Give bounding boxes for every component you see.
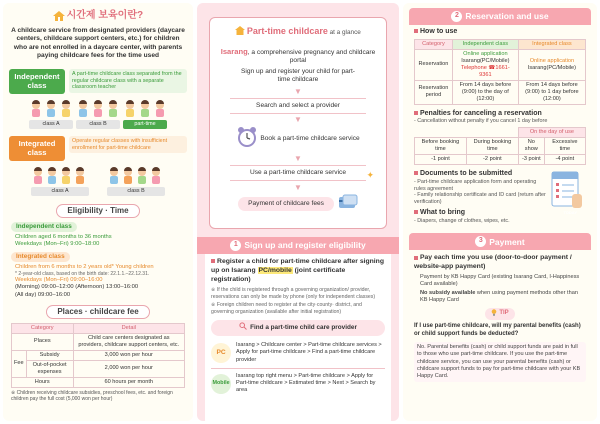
step1-body [205,254,391,421]
res-r1-ind-b: Isarang(PC/Mobile) [461,57,510,64]
class-a-group [29,99,73,129]
table-row [414,128,585,138]
pc-label: PC [211,343,231,363]
step2-title: Reservation and use [465,11,549,22]
bullet-icon [414,171,418,175]
independent-label: Independent class [9,69,65,94]
pay-1: Payment by KB Happy Card (existing Isarang Card, I-Happiness Card available) [419,273,580,287]
intro-title-box [3,10,193,23]
mobile-row [211,373,385,395]
hours-label: Hours [12,377,74,387]
register-line [211,258,385,284]
book-step: Book a part-time childcare service [260,134,360,142]
isarang-name: Isarang [220,46,248,56]
table-row [12,350,185,360]
step2-number: 2 [451,11,462,22]
docs-row [414,170,586,224]
fee-label: Fee [12,350,27,377]
part-time-group [123,99,167,129]
docs-2: - Family relationship certificate and ID card (return after verification) [413,192,546,206]
step2-body [409,25,591,227]
fees-h-detail: Detail [73,323,185,333]
howto-title [414,28,586,37]
table-row [414,49,585,80]
fees-title: Places · childcare fee [46,305,149,319]
house-icon [235,26,245,39]
table-row [414,39,585,49]
use-step: Use a part-time childcare service [230,165,366,181]
integrated-row [9,136,187,161]
tip-badge [485,308,514,321]
res-h-ind: Independent class [452,39,518,49]
step2-header [409,8,591,25]
table-row [12,360,185,377]
independent-row [9,69,187,94]
class-b-group [76,99,120,129]
tip-badge-box [414,308,586,321]
ind-elig-line1: Children aged 6 months to 36 months [15,234,112,241]
subsidy-value: 3,000 won per hour [73,350,185,360]
column-intro [3,3,193,421]
int-elig-note: * 2-year-old class, based on the birth date: 22.1.1.–22.12.31. [15,270,150,277]
signup-text: Sign up and register your child for part-time childcare [241,67,355,84]
penalties-title [414,110,586,119]
res-h-category: Category [414,39,452,49]
penalties-sub: - Cancellation without penalty if you cancel 1 day before [413,118,548,125]
column-reservation [403,3,597,421]
payment-step: Payment of childcare fees [238,197,334,211]
pen-v4: -4 point [544,155,585,165]
class-b-group [107,166,165,196]
res-r2-label: Reservation period [414,80,452,104]
res-r2-int: From 14 days before (9:00) to 1 day before (12:00) [518,80,585,104]
eligibility-body [11,222,185,299]
howto-text: How to use [419,28,458,35]
integrated-desc: Operate regular classes with insufficient enrollment for part-time childcare [69,136,187,154]
table-row [12,377,185,387]
docs-text: Documents to be submitted [419,170,513,178]
pen-v2: -2 point [466,155,518,165]
tip-answer: No. Parental benefits (cash) or child support funds are paid in full to those who use part-time childcare. If you use the part-time childcare service, you can use your parental benefits (cash) or childcare support funds to pay for part-time childcare with your KB Happy Card. [414,342,586,382]
int-elig-line3: (Morning) 09:00–12:00 (Afternoon) 13:00–16:00 [15,284,139,291]
alarm-clock-icon [236,126,258,152]
glance-suffix: at a glance [329,29,361,36]
children-icon [29,99,73,117]
pen-c4: Excessive time [544,138,585,155]
integrated-label: Integrated class [9,136,65,161]
table-row [414,155,585,165]
pay-title: Pay each time you use (door-to-door payment / website-app payment) [413,254,572,271]
bring-sub: - Diapers, change of clothes, wipes, etc. [413,217,510,224]
res-r1-int [518,49,585,80]
pc-row [211,342,385,364]
bullet-icon [414,29,418,33]
bring-title [414,209,548,218]
pen-v3: -3 point [518,155,544,165]
docs-col [414,170,548,224]
res-r2-ind: From 14 days before (9:00) to the day of (12:00) [452,80,518,104]
register-text: Register a child for part-time childcare after signing up on Isarang [211,258,384,274]
class-label: class A [29,120,73,129]
step3-number: 3 [475,236,486,247]
penalties-text: Penalties for canceling a reservation [419,109,542,117]
independent-kids [3,99,193,129]
bullet-icon [414,111,418,115]
search-icon [239,322,247,334]
table-row [12,323,185,333]
step1-section [197,237,399,421]
glance-prefix: Part-time childcare [246,26,328,36]
divider [211,368,385,369]
bring-text: What to bring [419,208,466,216]
step3-header [409,233,591,250]
step1-header [197,237,399,254]
integrated-kids [3,166,193,196]
bullet-icon [414,210,418,214]
step1-title: Sign up and register eligibility [244,240,366,251]
step3-title: Payment [489,236,525,247]
fees-title-box [3,305,193,319]
house-icon [53,11,65,21]
mobile-text: Isarang top right menu > Part-time childcare > Apply for Part-time childcare > Estimated time > Next > Search by area [236,372,376,394]
children-icon [123,99,167,117]
res-r1-ind-c: Telephone ☎1661-9361 [461,64,510,78]
chevron-down-icon: ▼ [294,153,302,163]
class-label: part-time [123,120,167,129]
children-icon [76,99,120,117]
table-row [12,333,185,350]
places-detail: Child care centers designated as providers, childcare support centers, etc. [73,333,185,350]
oop-value: 2,000 won per hour [73,360,185,377]
pay-title-row [414,254,586,272]
int-elig-line4: (All day) 09:00–16:00 [15,291,71,298]
fees-h-category: Category [12,323,74,333]
glance-box [209,17,387,229]
column-glance [197,3,399,421]
eligibility-title: Eligibility · Time [56,204,139,218]
children-icon [107,166,165,184]
find-title-box [211,320,385,336]
table-row [414,80,585,104]
pen-v1: -1 point [414,155,466,165]
class-label: class A [31,187,89,196]
fees-note: ※ Children receiving childcare subsidies, preschool fees, etc. and foreign children pay the full cost (5,000 won per hour) [11,389,173,402]
pen-c2: During booking time [466,138,518,155]
res-r1-int-a: Online application [529,57,575,64]
pay-2: when using payment methods other than KB Happy Card [419,289,578,303]
docs-1: - Part-time childcare application form and operating rules agreement [413,178,537,192]
note-2: ※ Foreign children need to register at the city·county· district, and governing organization (available after initial registration) [211,302,362,315]
ind-elig-label: Independent class [11,222,77,232]
pen-c1: Before booking time [414,138,466,155]
ind-elig-line2: Weekdays (Mon–Fri) 9:00–18:00 [15,241,100,248]
class-label: class B [107,187,165,196]
eligibility-title-box [3,204,193,218]
class-label: class B [76,120,120,129]
tip-question: If I use part-time childcare, will my parental benefits (cash) or child support funds be deducted? [413,323,581,338]
chevron-down-icon: ▼ [294,115,302,125]
pc-text: Isarang > Childcare center > Part-time childcare services > Apply for part-time childcare > Find a part-time childcare provider [236,341,382,363]
register-tail: (joint certificate registration) [211,266,346,283]
today-label: TODAY [563,210,577,215]
note-1: ※ If the child is registered through a governing organization/ provider, reservations can only be made by phone (only for independent classes) [211,287,376,300]
children-icon [31,166,89,184]
penalty-table [414,127,586,165]
res-r1-label: Reservation [414,49,452,80]
pen-c3: No show [518,138,544,155]
book-step-row [216,126,380,152]
glance-title [216,26,380,39]
res-r1-ind-a: Online application [463,50,508,57]
independent-desc: A part-time childcare class separated from the regular childcare class with a separate classroom teacher [69,69,187,93]
int-elig-label: Integrated class [11,252,70,262]
tip-label: TIP [499,310,509,317]
intro-title: 시간제 보육이란? [66,10,144,21]
isarang-desc: , a comprehensive pregnancy and childcare portal [247,48,376,65]
lightbulb-icon [491,309,497,320]
bullet-icon [414,256,418,260]
oop-label: Out-of-pocket expenses [26,360,73,377]
int-elig-line2: Weekdays (Mon–Fri) 09:00–16:00 [15,277,103,284]
chevron-down-icon: ▼ [294,86,302,96]
pay-2-row [414,290,586,304]
intro-text: A childcare service from designated providers (daycare centers, childcare support centers, etc.) for children who are not enrolled in a daycare center, with parents paying childcare fees for the time used [11,26,185,60]
places-label: Places [12,333,74,350]
step3-body [409,250,591,386]
step1-number: 1 [230,240,241,251]
mobile-label: Mobile [211,374,231,394]
hours-value: 60 hours per month [73,377,185,387]
class-a-group [31,166,89,196]
docs-title [414,170,548,179]
pay-2-bold: No subsidy available [419,289,476,296]
fees-table [11,323,185,388]
register-highlight: PC/mobile [258,266,292,274]
search-step: Search and select a provider [230,98,366,114]
payment-step-row [216,194,380,214]
find-title: Find a part-time child care provider [250,324,357,332]
table-row [414,138,585,155]
isarang-line [216,47,380,66]
bullet-icon [211,259,215,263]
checklist-icon [548,170,586,224]
fees-table-box [11,323,185,402]
reservation-table [414,39,586,105]
res-h-int: Integrated class [518,39,585,49]
pen-h-day: On the day of use [518,128,585,138]
star-icon: ✦ [366,170,374,180]
subsidy-label: Subsidy [26,350,73,360]
credit-card-icon [338,194,358,214]
chevron-down-icon: ▼ [294,182,302,192]
res-r1-ind [452,49,518,80]
res-r1-int-b: Isarang(PC/Mobile) [527,64,577,71]
int-elig-line1: Children from 6 months to 2 years old* Young children [15,263,154,270]
